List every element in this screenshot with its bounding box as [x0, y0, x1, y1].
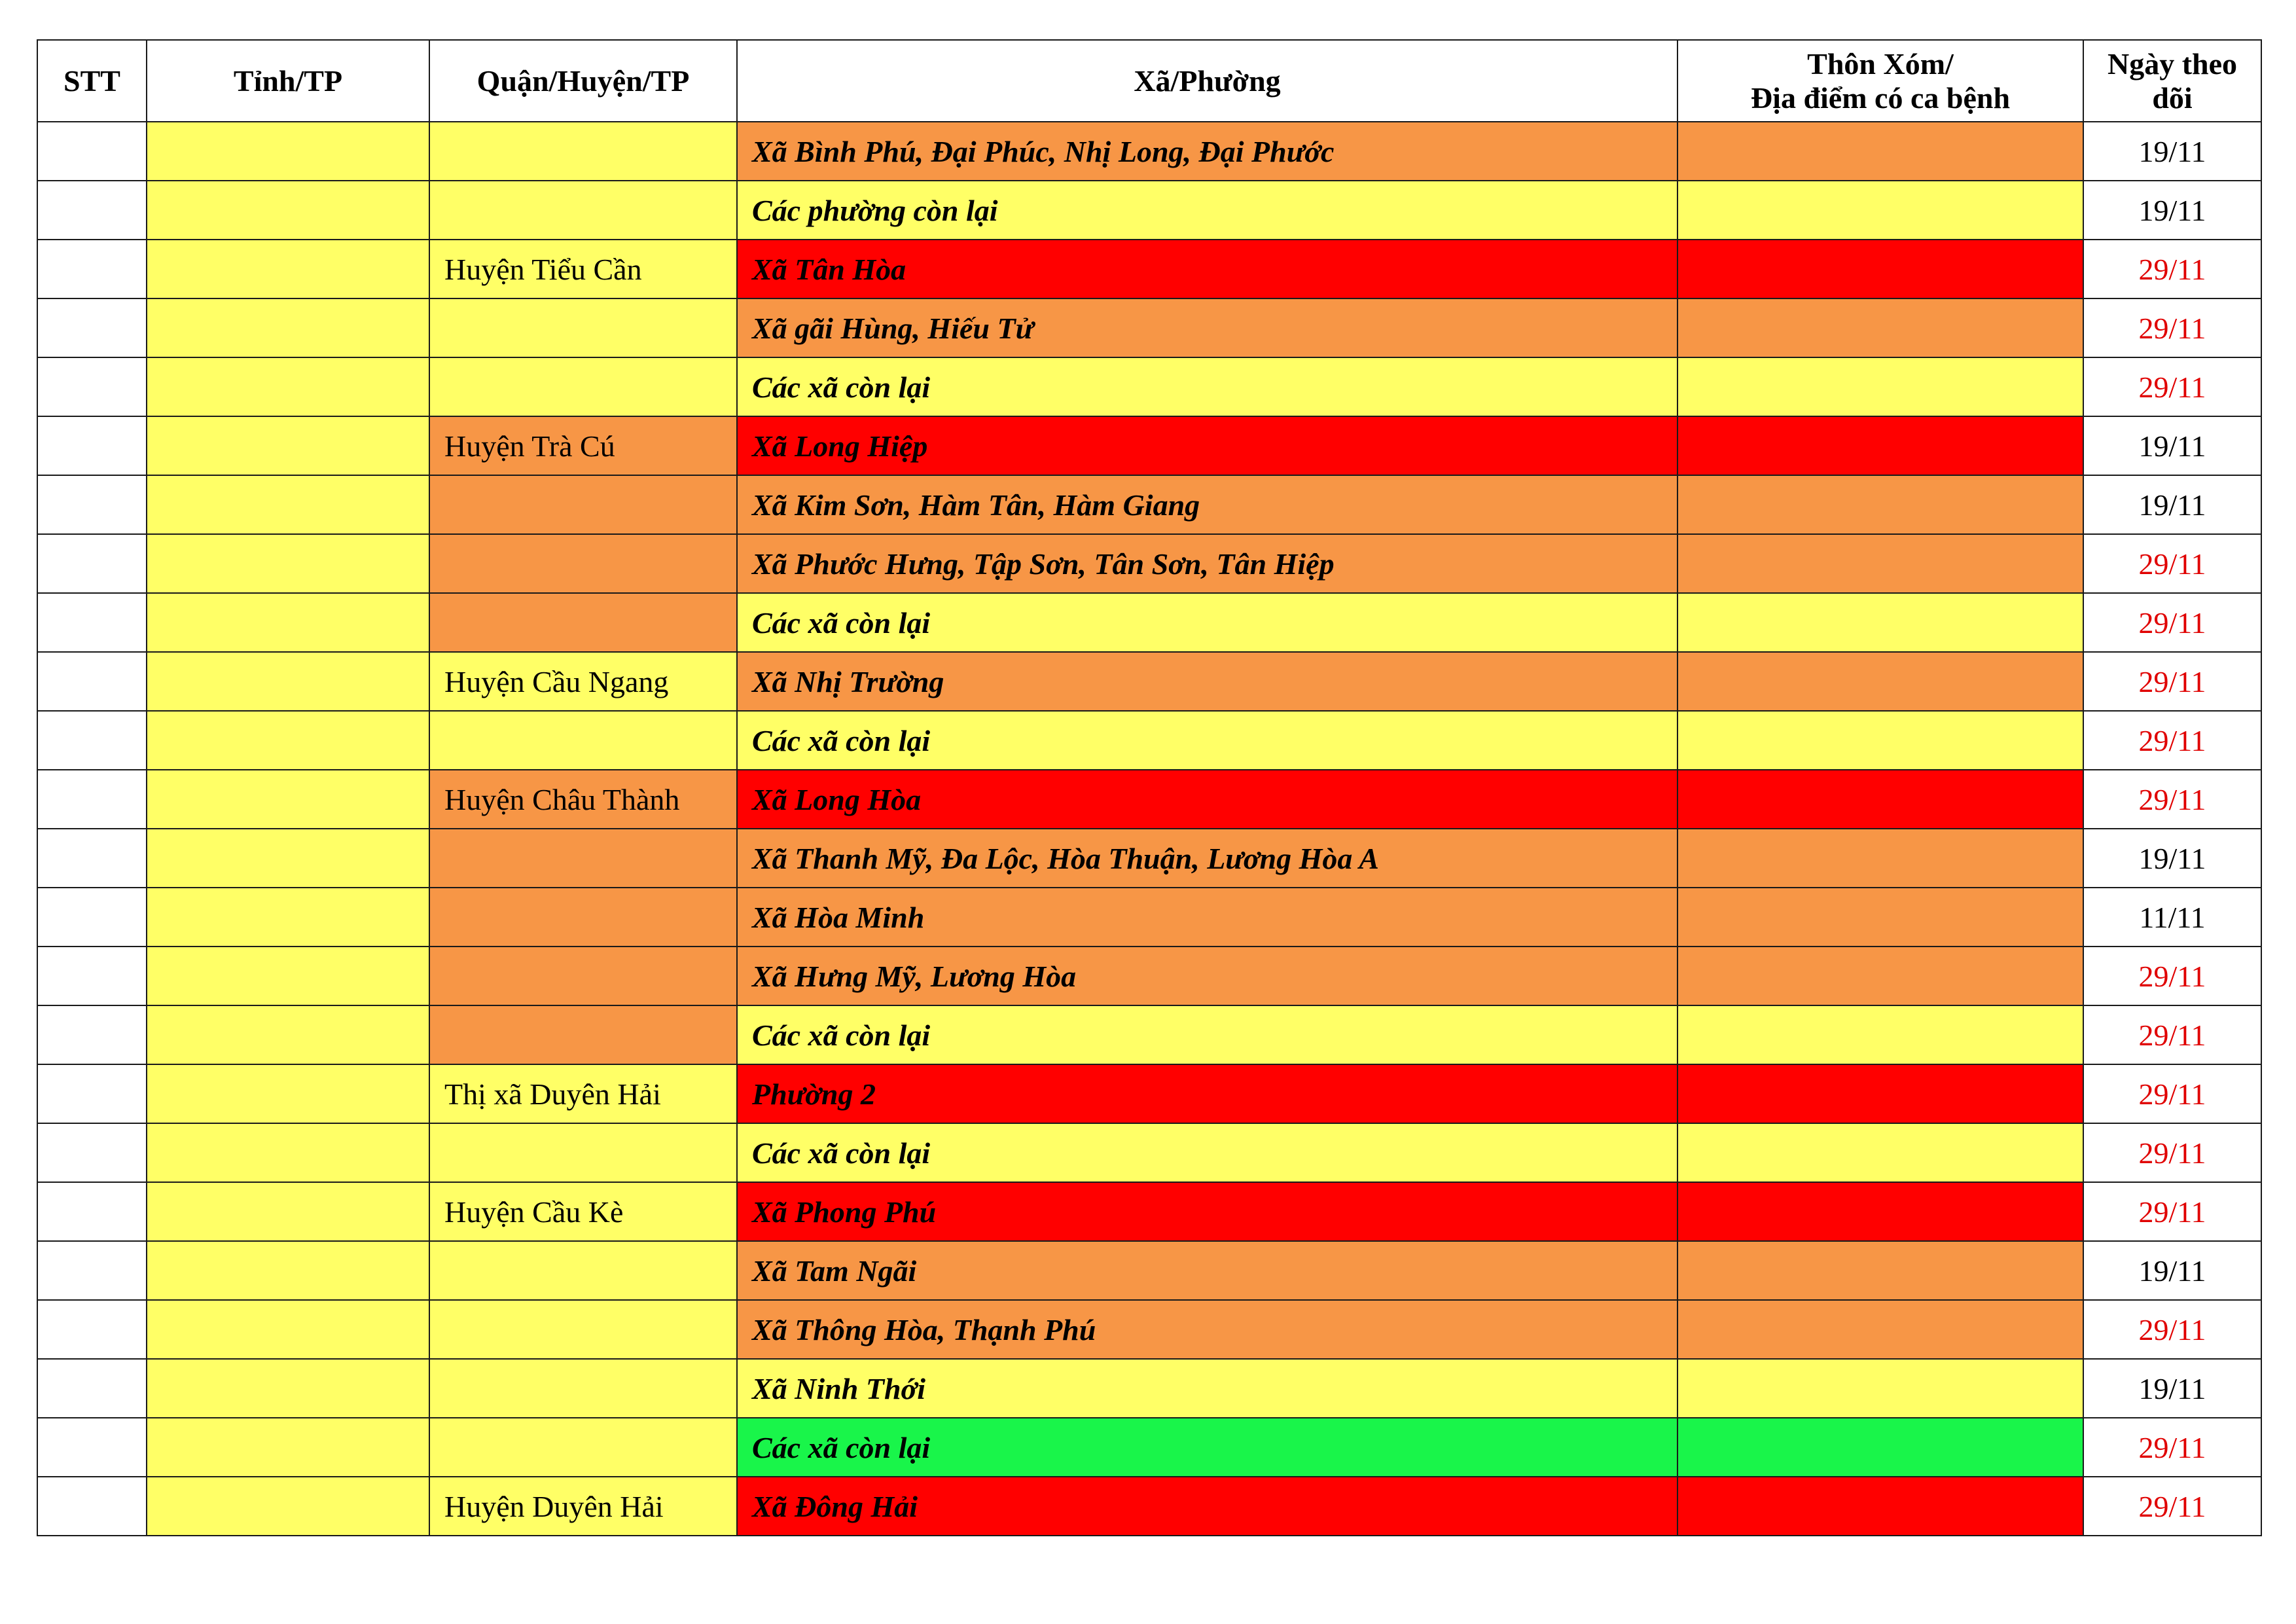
province-cell: [147, 1005, 429, 1064]
table-row: [37, 1418, 2261, 1477]
province-cell: [147, 475, 429, 534]
stt-cell: [37, 240, 147, 298]
date-cell: 29/11: [2083, 947, 2261, 1005]
header-stt: STT: [37, 40, 147, 122]
hamlet-cell: [1677, 1300, 2083, 1359]
hamlet-cell: [1677, 829, 2083, 888]
district-cell: [429, 1418, 737, 1477]
province-cell: [147, 240, 429, 298]
ward-cell: Xã Long Hòa: [737, 770, 1677, 829]
province-cell: [147, 711, 429, 770]
district-cell: [429, 947, 737, 1005]
hamlet-cell: [1677, 593, 2083, 652]
hamlet-cell: [1677, 357, 2083, 416]
hamlet-cell: [1677, 298, 2083, 357]
district-cell: [429, 711, 737, 770]
table-row: [37, 416, 2261, 475]
hamlet-cell: [1677, 1064, 2083, 1123]
stt-cell: [37, 1477, 147, 1536]
stt-cell: [37, 593, 147, 652]
date-cell: 19/11: [2083, 181, 2261, 240]
ward-cell: Phường 2: [737, 1064, 1677, 1123]
district-cell: [429, 1359, 737, 1418]
ward-cell: Xã Ninh Thới: [737, 1359, 1677, 1418]
province-cell: [147, 122, 429, 181]
table-row: [37, 770, 2261, 829]
province-cell: [147, 1300, 429, 1359]
ward-cell: Xã Đông Hải: [737, 1477, 1677, 1536]
province-cell: [147, 416, 429, 475]
ward-cell: Các xã còn lại: [737, 1005, 1677, 1064]
province-cell: [147, 357, 429, 416]
stt-cell: [37, 1005, 147, 1064]
hamlet-cell: [1677, 1123, 2083, 1182]
district-cell: Huyện Cầu Ngang: [429, 652, 737, 711]
ward-cell: Các xã còn lại: [737, 357, 1677, 416]
stt-cell: [37, 534, 147, 593]
stt-cell: [37, 1241, 147, 1300]
stt-cell: [37, 1064, 147, 1123]
province-cell: [147, 1064, 429, 1123]
stt-cell: [37, 357, 147, 416]
date-cell: 19/11: [2083, 829, 2261, 888]
date-cell: 29/11: [2083, 652, 2261, 711]
header-date-line1: Ngày theo: [2107, 46, 2238, 81]
ward-cell: Các xã còn lại: [737, 711, 1677, 770]
table-row: [37, 298, 2261, 357]
stt-cell: [37, 829, 147, 888]
date-cell: 29/11: [2083, 298, 2261, 357]
district-cell: [429, 1123, 737, 1182]
stt-cell: [37, 1359, 147, 1418]
header-ward: Xã/Phường: [737, 40, 1677, 122]
header-province: Tỉnh/TP: [147, 40, 429, 122]
hamlet-cell: [1677, 947, 2083, 1005]
province-cell: [147, 1241, 429, 1300]
table-row: [37, 240, 2261, 298]
district-cell: [429, 1005, 737, 1064]
district-cell: [429, 181, 737, 240]
district-cell: [429, 357, 737, 416]
hamlet-cell: [1677, 240, 2083, 298]
header-date: [2083, 40, 2261, 122]
ward-cell: Xã gãi Hùng, Hiếu Tử: [737, 298, 1677, 357]
ward-cell: Các xã còn lại: [737, 593, 1677, 652]
ward-cell: Xã Thông Hòa, Thạnh Phú: [737, 1300, 1677, 1359]
date-cell: 29/11: [2083, 1477, 2261, 1536]
ward-cell: Các phường còn lại: [737, 181, 1677, 240]
province-cell: [147, 1359, 429, 1418]
table-row: [37, 593, 2261, 652]
hamlet-cell: [1677, 770, 2083, 829]
ward-cell: Xã Nhị Trường: [737, 652, 1677, 711]
ward-cell: Các xã còn lại: [737, 1123, 1677, 1182]
ward-cell: Xã Thanh Mỹ, Đa Lộc, Hòa Thuận, Lương Hòa A: [737, 829, 1677, 888]
stt-cell: [37, 298, 147, 357]
table-row: [37, 947, 2261, 1005]
date-cell: 19/11: [2083, 1241, 2261, 1300]
district-cell: [429, 1300, 737, 1359]
date-cell: 29/11: [2083, 593, 2261, 652]
district-cell: Huyện Tiểu Cần: [429, 240, 737, 298]
ward-cell: Xã Hòa Minh: [737, 888, 1677, 947]
header-hamlet-line1: Thôn Xóm/: [1807, 46, 1954, 81]
district-cell: Huyện Châu Thành: [429, 770, 737, 829]
district-cell: [429, 298, 737, 357]
date-cell: 11/11: [2083, 888, 2261, 947]
date-cell: 19/11: [2083, 475, 2261, 534]
hamlet-cell: [1677, 1418, 2083, 1477]
header-hamlet-line2: Địa điểm có ca bệnh: [1750, 81, 2011, 115]
district-cell: [429, 1241, 737, 1300]
province-cell: [147, 652, 429, 711]
district-cell: Huyện Cầu Kè: [429, 1182, 737, 1241]
province-cell: [147, 534, 429, 593]
province-cell: [147, 1182, 429, 1241]
district-cell: [429, 829, 737, 888]
province-cell: [147, 181, 429, 240]
stt-cell: [37, 1123, 147, 1182]
ward-cell: Xã Bình Phú, Đại Phúc, Nhị Long, Đại Phước: [737, 122, 1677, 181]
province-cell: [147, 888, 429, 947]
district-cell: [429, 593, 737, 652]
table-row: [37, 1300, 2261, 1359]
date-cell: 29/11: [2083, 240, 2261, 298]
ward-cell: Xã Long Hiệp: [737, 416, 1677, 475]
stt-cell: [37, 652, 147, 711]
table-row: [37, 122, 2261, 181]
ward-cell: Xã Phong Phú: [737, 1182, 1677, 1241]
province-cell: [147, 593, 429, 652]
hamlet-cell: [1677, 1241, 2083, 1300]
stt-cell: [37, 122, 147, 181]
table-row: [37, 357, 2261, 416]
stt-cell: [37, 947, 147, 1005]
stt-cell: [37, 711, 147, 770]
date-cell: 29/11: [2083, 1300, 2261, 1359]
district-cell: [429, 122, 737, 181]
province-cell: [147, 770, 429, 829]
table-row: [37, 711, 2261, 770]
date-cell: 19/11: [2083, 122, 2261, 181]
header-date-line2: dõi: [2152, 81, 2193, 115]
hamlet-cell: [1677, 475, 2083, 534]
table-row: [37, 1241, 2261, 1300]
date-cell: 29/11: [2083, 1064, 2261, 1123]
stt-cell: [37, 416, 147, 475]
date-cell: 29/11: [2083, 770, 2261, 829]
ward-cell: Xã Phước Hưng, Tập Sơn, Tân Sơn, Tân Hiệp: [737, 534, 1677, 593]
hamlet-cell: [1677, 888, 2083, 947]
hamlet-cell: [1677, 416, 2083, 475]
hamlet-cell: [1677, 711, 2083, 770]
date-cell: 29/11: [2083, 1005, 2261, 1064]
district-cell: Huyện Trà Cú: [429, 416, 737, 475]
district-cell: Huyện Duyên Hải: [429, 1477, 737, 1536]
stt-cell: [37, 1182, 147, 1241]
tracking-table-page: [37, 39, 2262, 1536]
stt-cell: [37, 181, 147, 240]
date-cell: 29/11: [2083, 1182, 2261, 1241]
date-cell: 19/11: [2083, 416, 2261, 475]
table-row: [37, 534, 2261, 593]
province-cell: [147, 1123, 429, 1182]
table-header-row: [37, 40, 2261, 122]
hamlet-cell: [1677, 1359, 2083, 1418]
date-cell: 29/11: [2083, 711, 2261, 770]
ward-cell: Xã Tam Ngãi: [737, 1241, 1677, 1300]
hamlet-cell: [1677, 652, 2083, 711]
table-row: [37, 652, 2261, 711]
district-cell: Thị xã Duyên Hải: [429, 1064, 737, 1123]
table-row: [37, 1182, 2261, 1241]
hamlet-cell: [1677, 534, 2083, 593]
district-cell: [429, 534, 737, 593]
district-cell: [429, 475, 737, 534]
header-hamlet: [1677, 40, 2083, 122]
ward-cell: Các xã còn lại: [737, 1418, 1677, 1477]
table-row: [37, 1123, 2261, 1182]
table-body: [37, 122, 2261, 1536]
hamlet-cell: [1677, 1005, 2083, 1064]
province-cell: [147, 298, 429, 357]
date-cell: 19/11: [2083, 1359, 2261, 1418]
table-row: [37, 1064, 2261, 1123]
table-row: [37, 475, 2261, 534]
date-cell: 29/11: [2083, 1123, 2261, 1182]
stt-cell: [37, 475, 147, 534]
stt-cell: [37, 1300, 147, 1359]
ward-cell: Xã Kim Sơn, Hàm Tân, Hàm Giang: [737, 475, 1677, 534]
date-cell: 29/11: [2083, 1418, 2261, 1477]
table-row: [37, 1359, 2261, 1418]
stt-cell: [37, 888, 147, 947]
table-row: [37, 888, 2261, 947]
province-cell: [147, 1418, 429, 1477]
table-row: [37, 1477, 2261, 1536]
date-cell: 29/11: [2083, 357, 2261, 416]
hamlet-cell: [1677, 1477, 2083, 1536]
table-row: [37, 829, 2261, 888]
hamlet-cell: [1677, 181, 2083, 240]
hamlet-cell: [1677, 1182, 2083, 1241]
ward-cell: Xã Hưng Mỹ, Lương Hòa: [737, 947, 1677, 1005]
header-district: Quận/Huyện/TP: [429, 40, 737, 122]
table-row: [37, 1005, 2261, 1064]
stt-cell: [37, 1418, 147, 1477]
date-cell: 29/11: [2083, 534, 2261, 593]
district-cell: [429, 888, 737, 947]
tracking-table: [37, 39, 2262, 1536]
province-cell: [147, 1477, 429, 1536]
province-cell: [147, 947, 429, 1005]
table-row: [37, 181, 2261, 240]
hamlet-cell: [1677, 122, 2083, 181]
stt-cell: [37, 770, 147, 829]
province-cell: [147, 829, 429, 888]
ward-cell: Xã Tân Hòa: [737, 240, 1677, 298]
